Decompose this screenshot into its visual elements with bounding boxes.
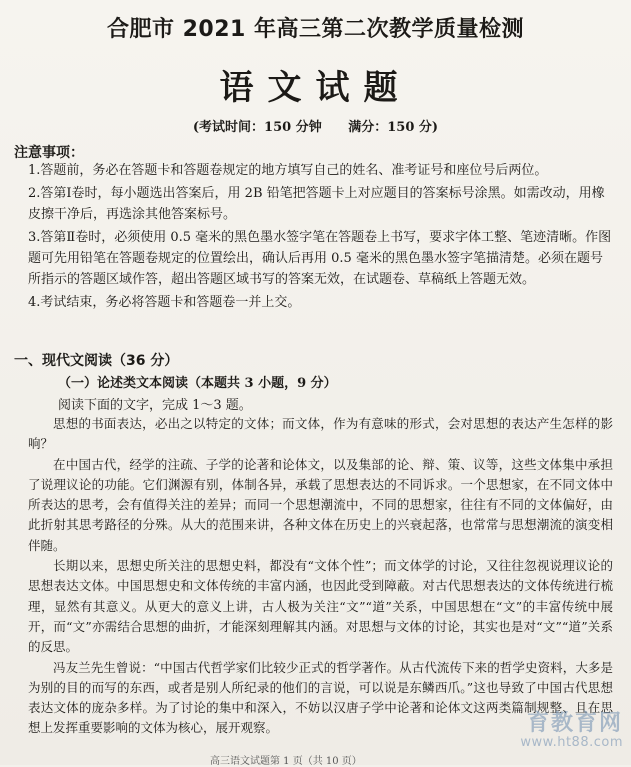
- passage-paragraph: 冯友兰先生曾说：“中国古代哲学家们比较少正式的哲学著作。从古代流传下来的哲学史资料，大多是为别的目的而写的东西，或者是别人所纪录的他们的言说，可以说是东鳞西爪。”这也导致了中国古代思想表达文体的庞杂多样。为了讨论的集中和深入，不妨以汉唐子学中论著和论体文这两类篇制规整、且在思想上发挥重要影响的文体为核心，展开观察。: [28, 659, 613, 736]
- exam-time: (考试时间：150 分钟: [192, 120, 322, 135]
- passage-paragraph: 在中国古代，经学的注疏、子学的论著和论体文，以及集部的论、辩、策、议等，这些文体集中承担了说理议论的功能。它们渊源有别，体制各异，承载了思想表达的不同诉求。一个思想家，在不同文体中所表达的思考，会有值得关注的差异；而同一个思想潮流中，不同的思想家，往往有不同的文体偏好，由此折射其思考路径的分殊。从大的范围来讲，各种文体在历史上的兴衰起落，也常常与思想潮流的演变相伴随。: [28, 456, 613, 553]
- notice-item: 4.考试结束，务必将答题卡和答题卷一并上交。: [28, 295, 301, 310]
- notice-item: 2.答第Ⅰ卷时，每小题选出答案后，用 2B 铅笔把答题卡上对应题目的答案标号涂黑。如需改动，用橡皮擦干净后，再选涂其他答案标号。: [28, 186, 605, 222]
- passage-paragraph: 思想的书面表达，必出之以特定的文体；而文体，作为有意味的形式，会对思想的表达产生怎样的影响？: [28, 416, 613, 452]
- exam-score: 满分：150 分): [348, 120, 439, 135]
- page-footer: 高三语文试题第 1 页（共 10 页）: [210, 756, 362, 767]
- subsection-heading: （一）论述类文本阅读（本题共 3 小题，9 分）: [58, 376, 337, 391]
- passage-paragraph: 长期以来，思想史所关注的思想史料，都没有“文体个性”；而文体学的讨论，又往往忽视说理议论的思想表达文体。中国思想史和文体传统的丰富内涵，也因此受到障蔽。对古代思想表达的文体传统进行梳理，显然有其意义。从更大的意义上讲，古人极为关注“文”“道”关系，中国思想在“文”的丰富传统中展开，而“文”亦需结合思想的曲折，才能深刻理解其内涵。对思想与文体的讨论，其实也是对“文”“道”关系的反思。: [28, 558, 613, 655]
- notice-item: 3.答第Ⅱ卷时，必须使用 0.5 毫米的黑色墨水签字笔在答题卷上书写，要求字体工整、笔迹清晰。作图题可先用铅笔在答题卷规定的位置绘出，确认后再用 0.5 毫米的黑色墨水签字笔描清楚。必须在题号所指示的答题区域作答，超出答题区域书写的答案无效，在试题卷、草稿纸上答题无效。: [28, 230, 612, 287]
- watermark-name: 育教育网: [526, 711, 623, 736]
- notice-list: [28, 160, 613, 315]
- subject-title: 语文试题: [219, 68, 412, 108]
- notice-heading: 注意事项：: [14, 145, 84, 161]
- exam-meta: [0, 116, 631, 135]
- notice-item: 1.答题前，务必在答题卡和答题卷规定的地方填写自己的姓名、准考证号和座位号后两位。: [28, 163, 548, 178]
- exam-title: 合肥市 2021 年高三第二次教学质量检测: [106, 17, 525, 42]
- section-heading: 一、现代文阅读（36 分）: [14, 353, 179, 369]
- reading-instructions: 阅读下面的文字，完成 1～3 题。: [58, 398, 252, 413]
- reading-passage: [28, 414, 613, 739]
- watermark-url: www.ht88.com: [520, 735, 623, 751]
